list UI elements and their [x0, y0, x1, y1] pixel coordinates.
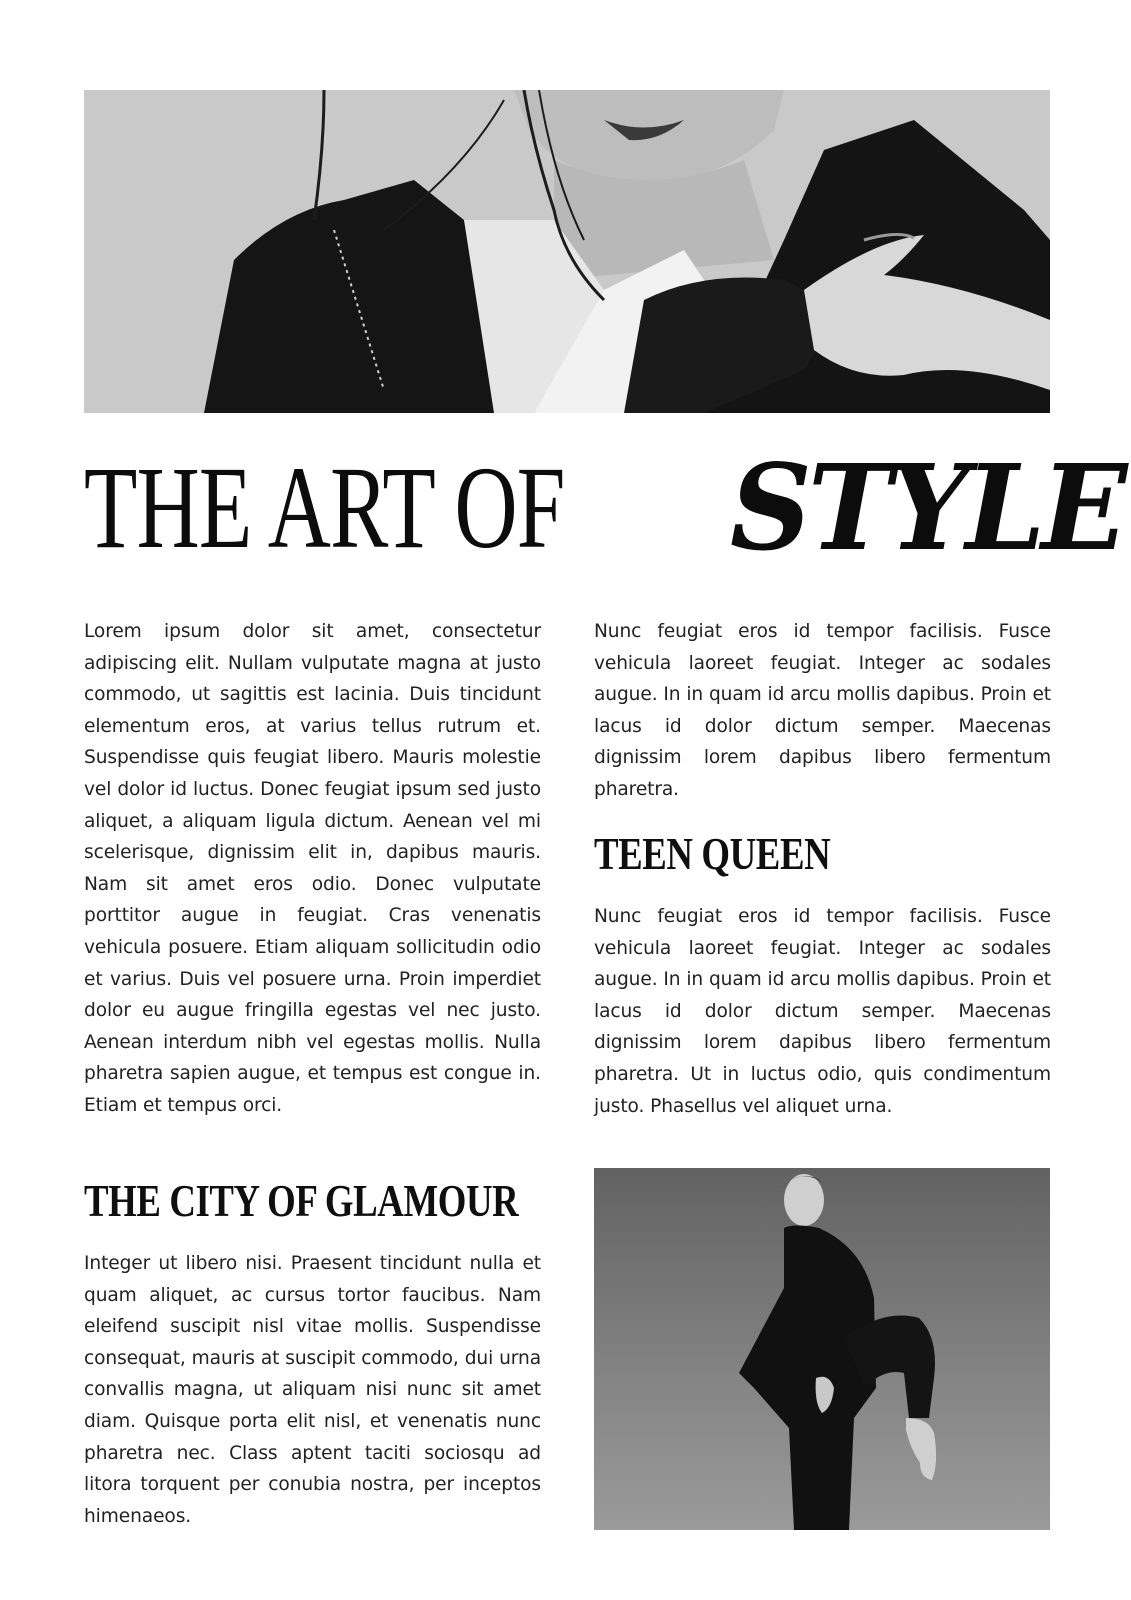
bottom-photo-illustration — [594, 1168, 1050, 1530]
right-paragraph-1: Nunc feugiat eros id tempor facilisis. Fusce vehicula laoreet feugiat. Integer ac sodales augue. In in quam id arcu mollis dapibus. Proin et lacus id dolor dictum semper. Maecenas dignissim lorem dapibus libero fermentum pharetra. — [594, 621, 1051, 800]
title-light: THE ART OF — [84, 442, 565, 573]
left-paragraph-2: Integer ut libero nisi. Praesent tincidunt nulla et quam aliquet, ac cursus tortor faucibus. Nam eleifend suscipit nisl vitae mollis. Suspendisse consequat, mauris at suscipit commodo, dui urna convallis magna, ut aliquam nisi nunc sit amet diam. Quisque porta elit nisl, et venenatis nunc pharetra nec. Class aptent taciti sociosqu ad litora torquent per conubia nostra, per inceptos himenaeos. — [84, 1253, 541, 1527]
right-heading-wrap — [594, 829, 1051, 879]
hero-photo-illustration — [84, 90, 1050, 413]
title-bold: STYLE — [730, 438, 1124, 577]
hero-photo — [84, 90, 1050, 413]
section-heading-teen-queen: TEEN QUEEN — [594, 828, 831, 879]
page-title — [84, 438, 1124, 577]
left-heading-wrap — [84, 1176, 541, 1226]
bottom-photo — [594, 1168, 1050, 1530]
right-column-2 — [594, 901, 1051, 1122]
right-paragraph-2: Nunc feugiat eros id tempor facilisis. Fusce vehicula laoreet feugiat. Integer ac sodales augue. In in quam id arcu mollis dapibus. Proin et lacus id dolor dictum semper. Maecenas dignissim lorem dapibus libero fermentum pharetra. Ut in luctus odio, quis condimentum justo. Phasellus vel aliquet urna. — [594, 906, 1051, 1117]
left-column — [84, 616, 541, 1122]
right-column — [594, 616, 1051, 806]
left-column-2 — [84, 1248, 541, 1532]
left-paragraph-1: Lorem ipsum dolor sit amet, consectetur adipiscing elit. Nullam vulputate magna at justo commodo, ut sagittis est lacinia. Duis tincidunt elementum eros, at varius tellus rutrum et. Suspendisse quis feugiat libero. Mauris molestie vel dolor id luctus. Donec feugiat ipsum sed justo aliquet, a aliquam ligula dictum. Aenean vel mi scelerisque, dignissim elit in, dapibus mauris. Nam sit amet eros odio. Donec vulputate porttitor augue in feugiat. Cras venenatis vehicula posuere. Etiam aliquam sollicitudin odio et varius. Duis vel posuere urna. Proin imperdiet dolor eu augue fringilla egestas vel nec justo. Aenean interdum nibh vel egestas mollis. Nulla pharetra sapien augue, et tempus est congue in. Etiam et tempus orci. — [84, 621, 541, 1116]
section-heading-city-of-glamour: THE CITY OF GLAMOUR — [84, 1175, 519, 1226]
